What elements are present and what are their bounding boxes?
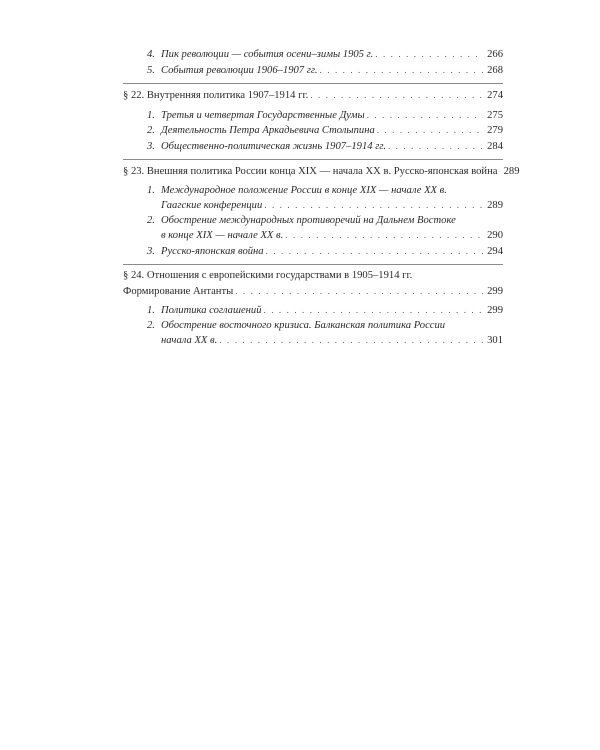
table-of-contents — [123, 47, 520, 351]
entry-page: 299 — [487, 305, 503, 316]
section-heading[interactable] — [123, 88, 503, 104]
entry-number: 2. — [147, 214, 155, 226]
section-page: 274 — [487, 90, 503, 101]
leader-dots — [320, 63, 483, 78]
leader-dots — [264, 198, 483, 213]
section-title-continued: Формирование Антанты — [123, 285, 234, 297]
entry-title: Политика соглашений — [161, 305, 262, 316]
entry-title-continued: начала XX в. — [161, 335, 218, 346]
entry-title: События революции 1906–1907 гг. — [161, 64, 318, 76]
toc-entry-first-line[interactable] — [123, 319, 503, 334]
entry-title: Обострение международных противоречий на Дальнем Востоке — [161, 214, 456, 226]
leader-dots — [375, 47, 483, 62]
toc-section-24 — [123, 269, 503, 349]
leader-dots — [264, 303, 483, 318]
leader-dots — [285, 228, 483, 243]
entry-title: Третья и четвертая Государственные Думы — [161, 109, 365, 121]
entry-title: Общественно-политическая жизнь 1907–1914 гг. — [161, 140, 386, 152]
entry-page: 266 — [487, 49, 503, 60]
entry-number: 1. — [147, 109, 155, 121]
toc-entry[interactable] — [123, 123, 503, 139]
section-heading-continuation[interactable] — [123, 284, 503, 300]
section-divider — [123, 159, 503, 160]
entry-number: 2. — [147, 319, 155, 331]
section-title: § 22. Внутренняя политика 1907–1914 гг. — [123, 90, 309, 101]
entry-number: 1. — [147, 305, 155, 316]
toc-entry-continuation[interactable] — [123, 198, 503, 214]
entry-number: 3. — [147, 245, 155, 257]
section-page: 299 — [487, 285, 503, 297]
entry-title: Пик революции — события осени–зимы 1905 г. — [161, 49, 374, 60]
leader-dots — [219, 333, 483, 348]
section-divider — [123, 264, 503, 265]
entry-page: 294 — [487, 245, 503, 257]
leader-dots — [266, 244, 483, 259]
entry-page: 268 — [487, 64, 503, 76]
leader-dots — [310, 88, 483, 103]
toc-section-23 — [123, 164, 520, 259]
entry-title: Обострение восточного кризиса. Балканская политика России — [161, 319, 446, 331]
entry-page: 290 — [487, 230, 503, 241]
toc-entry-first-line[interactable] — [123, 184, 503, 199]
leader-dots — [388, 139, 483, 154]
toc-section-22 — [123, 88, 503, 154]
toc-entry[interactable] — [123, 108, 503, 124]
leader-dots — [235, 284, 483, 299]
leader-dots — [367, 108, 483, 123]
section-title: § 24. Отношения с европейскими государствами в 1905–1914 гг. — [123, 270, 413, 281]
entry-title-continued: Гаагские конференции — [161, 200, 263, 211]
entry-page: 301 — [487, 335, 503, 346]
toc-entry[interactable] — [123, 139, 503, 155]
section-title: § 23. Внешняя политика России конца XIX — начала XX в. Русско-японская война — [123, 166, 498, 177]
section-heading-first-line[interactable] — [123, 269, 503, 284]
toc-entry-continuation[interactable] — [123, 228, 503, 244]
toc-entry[interactable] — [123, 303, 503, 319]
entry-title: Международное положение России в конце XIX — начале XX в. — [161, 184, 447, 196]
entry-page: 289 — [487, 200, 503, 211]
entry-title-continued: в конце XIX — начале XX в. — [161, 230, 284, 241]
entry-number: 2. — [147, 125, 155, 136]
entry-number: 5. — [147, 64, 155, 76]
leader-dots — [377, 123, 483, 138]
entry-title: Русско-японская война — [161, 245, 264, 257]
toc-entry-first-line[interactable] — [123, 214, 503, 229]
entry-page: 279 — [487, 125, 503, 136]
toc-entry[interactable] — [123, 47, 503, 63]
entry-title: Деятельность Петра Аркадьевича Столыпина — [161, 125, 375, 136]
entry-page: 284 — [487, 140, 503, 152]
entry-number: 4. — [147, 49, 155, 60]
toc-entry[interactable] — [123, 63, 503, 79]
section-page: 289 — [503, 166, 520, 177]
entry-number: 3. — [147, 140, 155, 152]
section-divider — [123, 83, 503, 84]
toc-entry[interactable] — [123, 244, 503, 260]
toc-entry-continuation[interactable] — [123, 333, 503, 349]
toc-group-continued — [123, 47, 503, 78]
entry-number: 1. — [147, 184, 155, 196]
section-heading[interactable] — [123, 164, 520, 180]
entry-page: 275 — [487, 109, 503, 121]
